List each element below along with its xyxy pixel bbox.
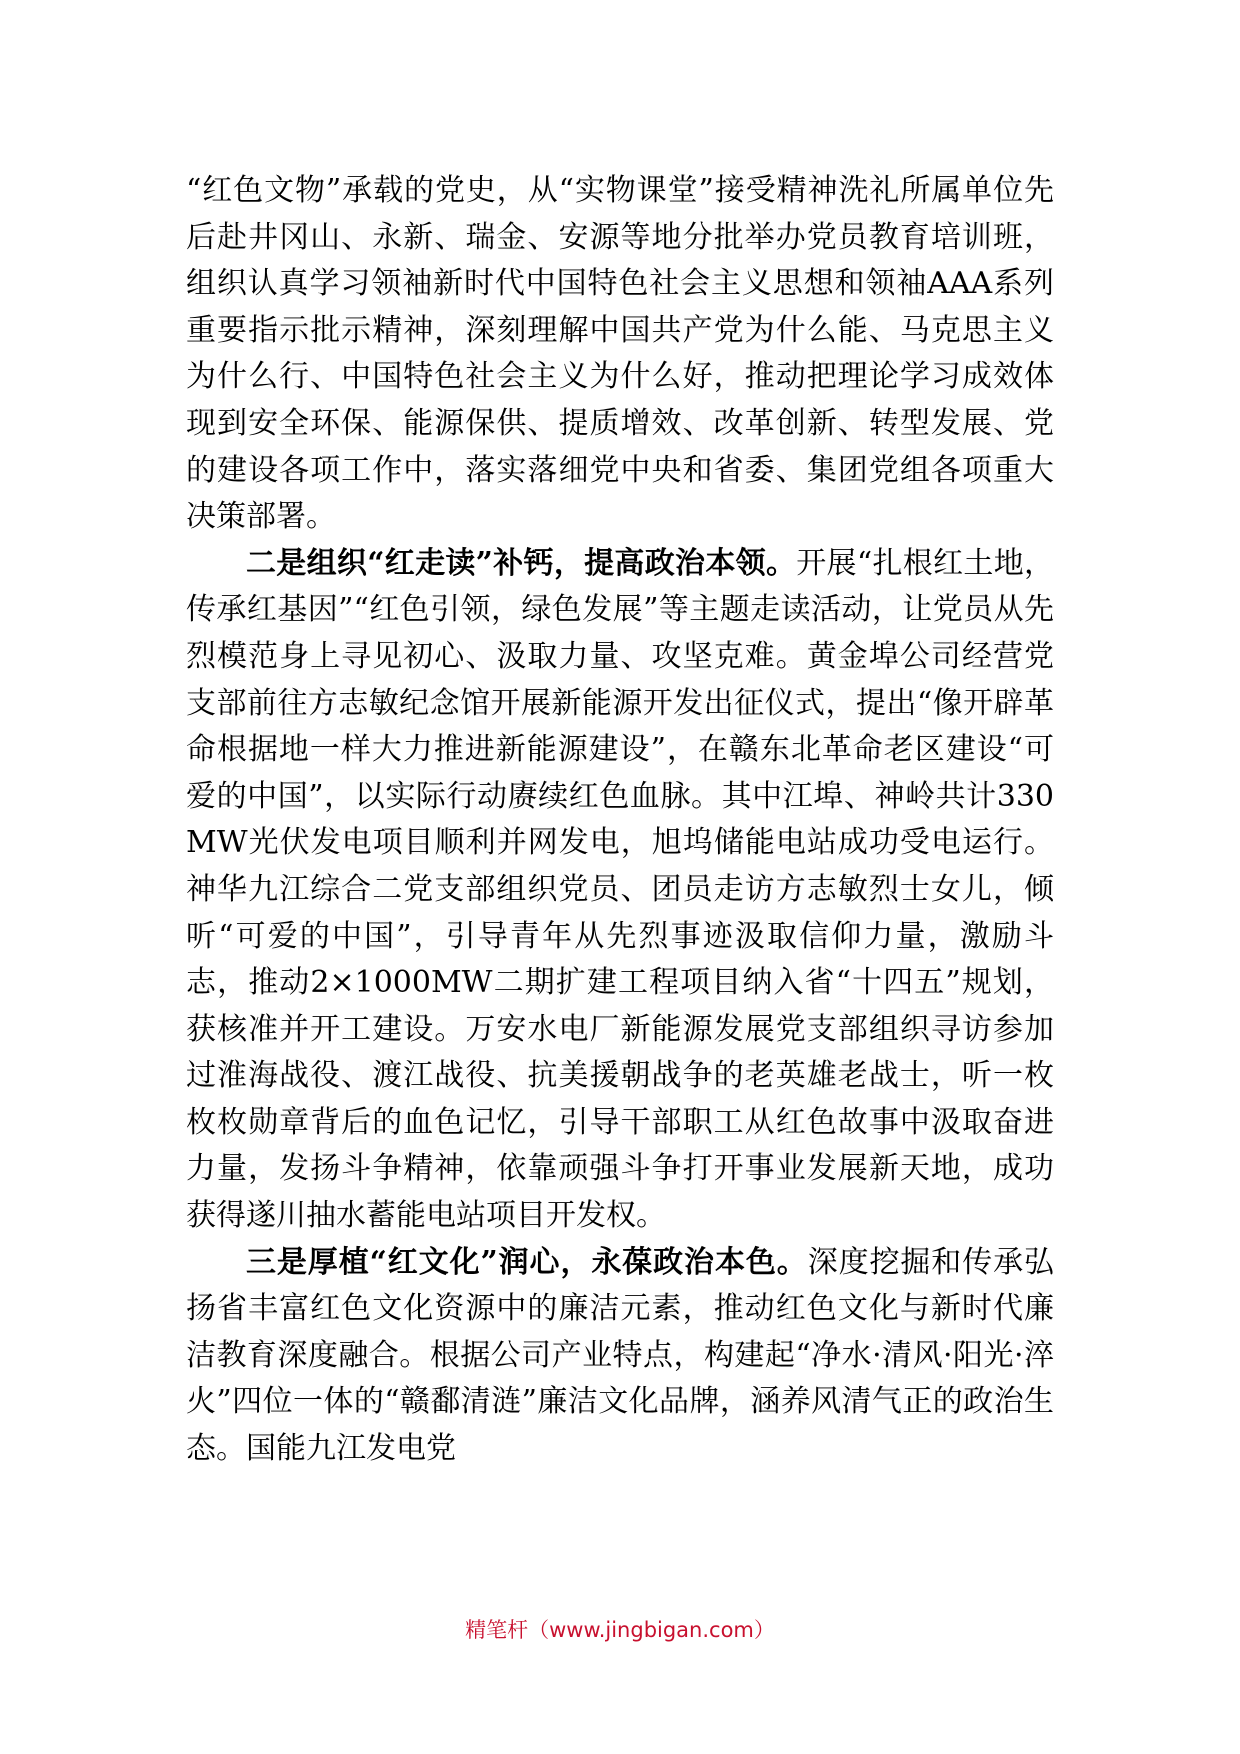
paragraph-2 xyxy=(186,541,1054,1240)
paragraph-3-heading: 三是厚植“红文化”润心，永葆政治本色。 xyxy=(246,1244,808,1280)
paragraph-3 xyxy=(186,1240,1054,1473)
paragraph-3-text: 深度挖掘和传承弘扬省丰富红色文化资源中的廉洁元素，推动红色文化与新时代廉洁教育深度融合。根据公司产业特点，构建起“净水·清风·阳光·淬火”四位一体的“赣鄱清涟”廉洁文化品牌，涵养风清气正的政治生态。国能九江发电党 xyxy=(186,1244,1055,1467)
paragraph-2-heading: 二是组织“红走读”补钙，提高政治本领。 xyxy=(246,545,797,581)
paragraph-2-text: 开展“扎根红土地，传承红基因”“红色引领，绿色发展”等主题走读活动，让党员从先烈模范身上寻见初心、汲取力量、攻坚克难。黄金埠公司经营党支部前往方志敏纪念馆开展新能源开发出征仪式，提出“像开辟革命根据地一样大力推进新能源建设”，在赣东北革命老区建设“可爱的中国”，以实际行动赓续红色血脉。其中江埠、神岭共计330MW光伏发电项目顺利并网发电，旭坞储能电站成功受电运行。神华九江综合二党支部组织党员、团员走访方志敏烈士女儿，倾听“可爱的中国”，引导青年从先烈事迹汲取信仰力量，激励斗志，推动2×1000MW二期扩建工程项目纳入省“十四五”规划，获核准并开工建设。万安水电厂新能源发展党支部组织寻访参加过淮海战役、渡江战役、抗美援朝战争的老英雄老战士，听一枚枚枚勋章背后的血色记忆，引导干部职工从红色故事中汲取奋进力量，发扬斗争精神，依靠顽强斗争打开事业发展新天地，成功获得遂川抽水蓄能电站项目开发权。 xyxy=(186,545,1054,1234)
paragraph-1 xyxy=(186,168,1054,541)
paragraph-1-text: “红色文物”承载的党史，从“实物课堂”接受精神洗礼所属单位先后赴井冈山、永新、瑞金、安源等地分批举办党员教育培训班，组织认真学习领袖新时代中国特色社会主义思想和领袖AAA系列重要指示批示精神，深刻理解中国共产党为什么能、马克思主义为什么行、中国特色社会主义为什么好，推动把理论学习成效体现到安全环保、能源保供、提质增效、改革创新、转型发展、党的建设各项工作中，落实落细党中央和省委、集团党组各项重大决策部署。 xyxy=(186,173,1054,535)
footer-watermark-link[interactable]: 精笔杆（www.jingbigan.com） xyxy=(465,1618,775,1642)
document-body xyxy=(186,168,1054,1473)
